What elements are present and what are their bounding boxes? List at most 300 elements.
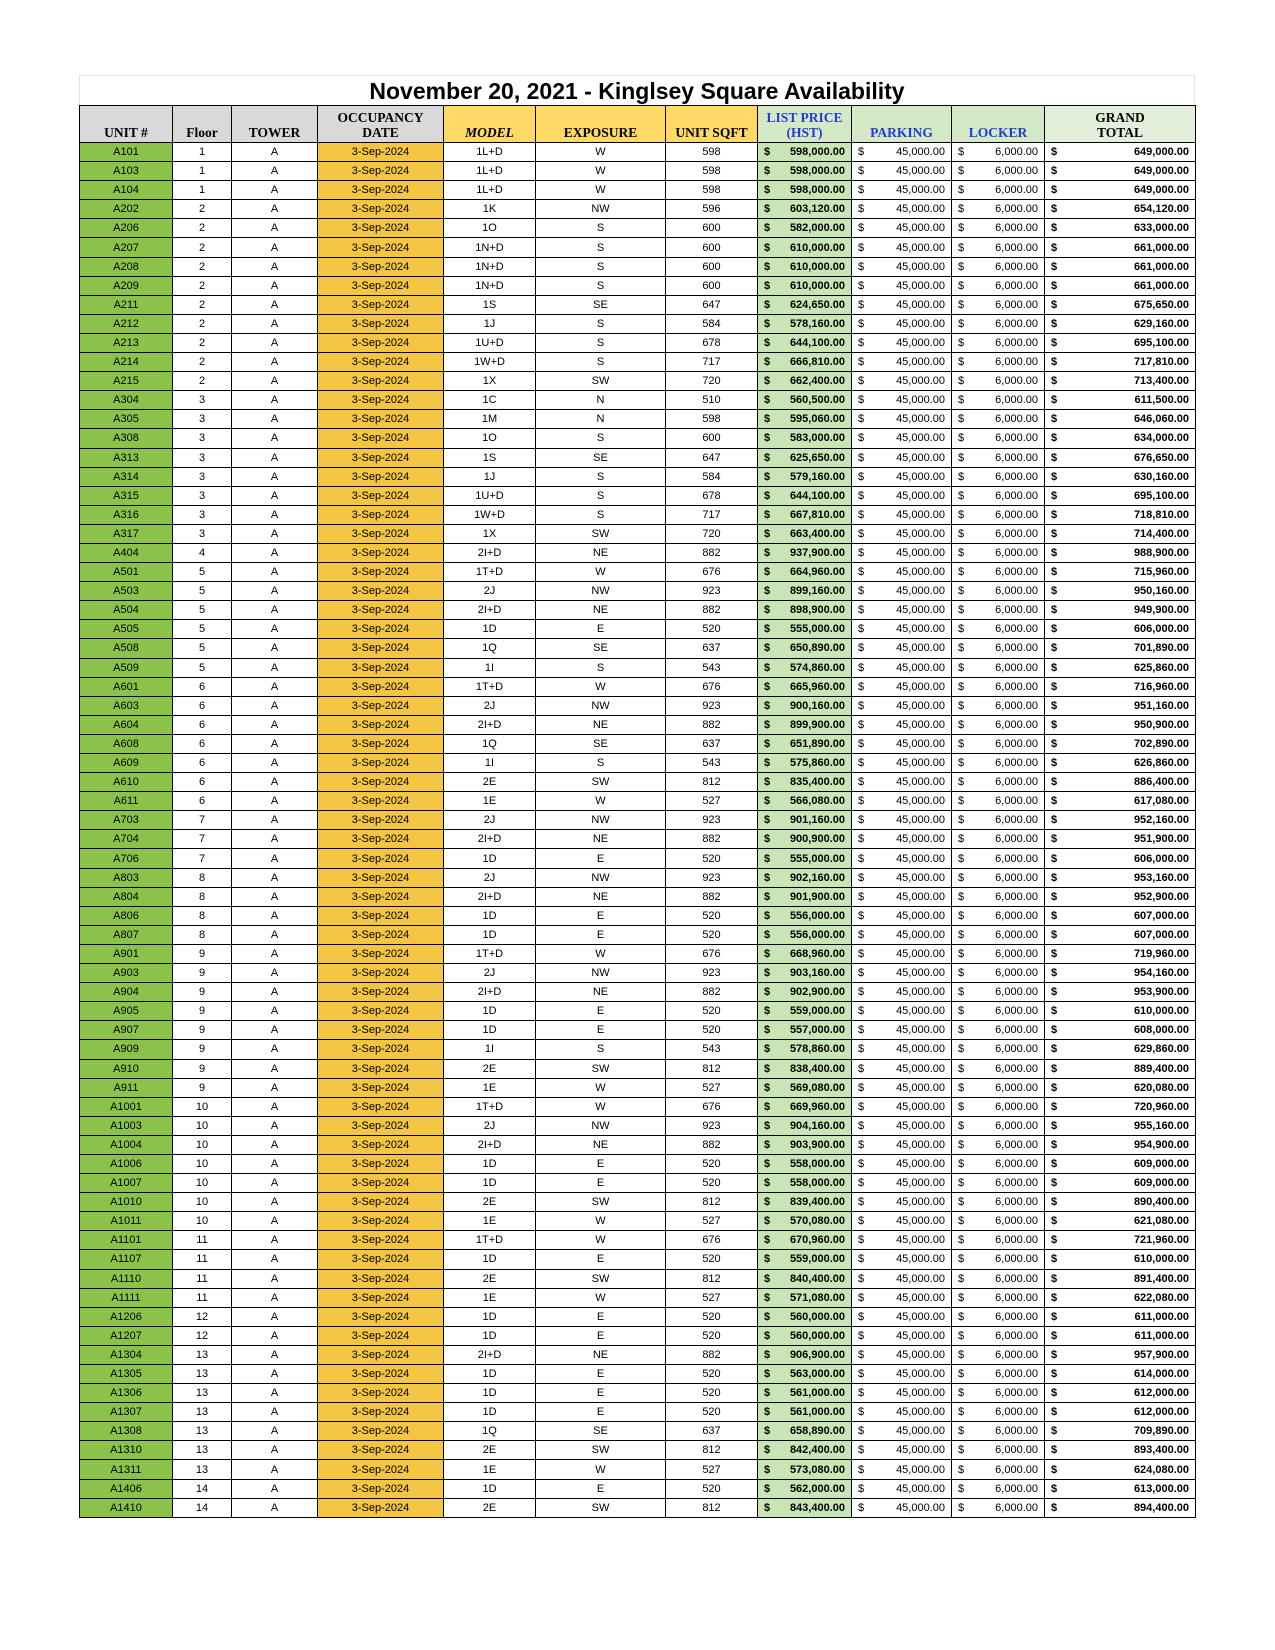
cell-model: 1D <box>444 849 536 868</box>
cell-parking-amount: 45,000.00 <box>896 1024 945 1037</box>
cell-grand-total-amount: 630,160.00 <box>1133 470 1189 483</box>
currency-symbol: $ <box>858 642 865 655</box>
cell-unit: A1306 <box>80 1384 173 1403</box>
cell-model: 1N+D <box>444 276 536 295</box>
cell-exposure: S <box>536 1040 666 1059</box>
cell-floor: 7 <box>173 811 232 830</box>
cell-floor: 1 <box>173 181 232 200</box>
cell-floor: 8 <box>173 906 232 925</box>
cell-sqft: 527 <box>666 1078 758 1097</box>
currency-symbol: $ <box>1051 413 1058 426</box>
cell-floor: 13 <box>173 1441 232 1460</box>
cell-unit: A1101 <box>80 1231 173 1250</box>
cell-exposure: S <box>536 658 666 677</box>
cell-exposure: W <box>536 1231 666 1250</box>
cell-grand-total-amount: 718,810.00 <box>1133 508 1189 521</box>
cell-unit: A703 <box>80 811 173 830</box>
cell-unit: A910 <box>80 1059 173 1078</box>
cell-locker-amount: 6,000.00 <box>995 298 1038 311</box>
cell-list-price <box>758 1498 852 1517</box>
table-row <box>80 868 1196 887</box>
currency-symbol: $ <box>958 680 965 693</box>
cell-exposure: E <box>536 1307 666 1326</box>
cell-list-price-amount: 569,080.00 <box>789 1081 845 1094</box>
currency-symbol: $ <box>1051 1177 1058 1190</box>
cell-parking <box>852 1174 952 1193</box>
currency-symbol: $ <box>858 1368 865 1381</box>
cell-parking <box>852 1193 952 1212</box>
cell-tower: A <box>232 1326 318 1345</box>
cell-occupancy: 3-Sep-2024 <box>318 1097 444 1116</box>
currency-symbol: $ <box>958 317 965 330</box>
cell-list-price <box>758 964 852 983</box>
cell-grand-total <box>1045 792 1196 811</box>
cell-occupancy: 3-Sep-2024 <box>318 582 444 601</box>
cell-locker <box>952 429 1045 448</box>
currency-symbol: $ <box>858 1215 865 1228</box>
cell-occupancy: 3-Sep-2024 <box>318 295 444 314</box>
currency-symbol: $ <box>858 1196 865 1209</box>
cell-unit: A501 <box>80 563 173 582</box>
cell-grand-total <box>1045 754 1196 773</box>
cell-tower: A <box>232 1231 318 1250</box>
cell-grand-total-amount: 629,860.00 <box>1133 1043 1189 1056</box>
cell-grand-total <box>1045 333 1196 352</box>
currency-symbol: $ <box>1051 451 1058 464</box>
cell-floor: 6 <box>173 715 232 734</box>
cell-sqft: 520 <box>666 620 758 639</box>
cell-locker <box>952 1288 1045 1307</box>
cell-grand-total-amount: 950,900.00 <box>1133 718 1189 731</box>
col-header-grand-total <box>1045 106 1196 143</box>
cell-parking-amount: 45,000.00 <box>896 1100 945 1113</box>
cell-locker-amount: 6,000.00 <box>995 1100 1038 1113</box>
cell-floor: 2 <box>173 200 232 219</box>
cell-locker <box>952 1250 1045 1269</box>
currency-symbol: $ <box>858 260 865 273</box>
cell-parking <box>852 1002 952 1021</box>
cell-model: 2J <box>444 1116 536 1135</box>
cell-sqft: 717 <box>666 353 758 372</box>
cell-exposure: S <box>536 238 666 257</box>
cell-sqft: 812 <box>666 1193 758 1212</box>
currency-symbol: $ <box>958 1081 965 1094</box>
cell-floor: 2 <box>173 257 232 276</box>
table-row <box>80 429 1196 448</box>
cell-floor: 10 <box>173 1116 232 1135</box>
cell-grand-total-amount: 957,900.00 <box>1133 1348 1189 1361</box>
cell-model: 1D <box>444 1365 536 1384</box>
currency-symbol: $ <box>1051 184 1058 197</box>
cell-exposure: NW <box>536 200 666 219</box>
cell-locker-amount: 6,000.00 <box>995 1005 1038 1018</box>
table-row <box>80 1059 1196 1078</box>
cell-parking-amount: 45,000.00 <box>896 757 945 770</box>
cell-list-price-amount: 598,000.00 <box>789 184 845 197</box>
cell-grand-total <box>1045 257 1196 276</box>
cell-parking-amount: 45,000.00 <box>896 470 945 483</box>
cell-grand-total <box>1045 162 1196 181</box>
currency-symbol: $ <box>764 1463 771 1476</box>
currency-symbol: $ <box>764 165 771 178</box>
cell-unit: A103 <box>80 162 173 181</box>
table-row <box>80 391 1196 410</box>
currency-symbol: $ <box>958 1329 965 1342</box>
table-row <box>80 372 1196 391</box>
cell-locker <box>952 162 1045 181</box>
currency-symbol: $ <box>1051 1138 1058 1151</box>
currency-symbol: $ <box>858 222 865 235</box>
cell-grand-total <box>1045 1135 1196 1154</box>
cell-list-price-amount: 559,000.00 <box>789 1005 845 1018</box>
cell-tower: A <box>232 582 318 601</box>
cell-parking <box>852 696 952 715</box>
cell-locker-amount: 6,000.00 <box>995 623 1038 636</box>
table-body <box>80 143 1196 1518</box>
cell-sqft: 520 <box>666 1250 758 1269</box>
cell-parking-amount: 45,000.00 <box>896 852 945 865</box>
cell-grand-total-amount: 886,400.00 <box>1133 776 1189 789</box>
cell-unit: A1001 <box>80 1097 173 1116</box>
cell-exposure: NE <box>536 1135 666 1154</box>
cell-floor: 9 <box>173 983 232 1002</box>
cell-list-price <box>758 563 852 582</box>
cell-occupancy: 3-Sep-2024 <box>318 1345 444 1364</box>
cell-grand-total <box>1045 181 1196 200</box>
currency-symbol: $ <box>764 470 771 483</box>
cell-unit: A1004 <box>80 1135 173 1154</box>
currency-symbol: $ <box>858 795 865 808</box>
currency-symbol: $ <box>764 1406 771 1419</box>
cell-sqft: 678 <box>666 333 758 352</box>
table-row <box>80 1135 1196 1154</box>
cell-locker <box>952 181 1045 200</box>
cell-parking-amount: 45,000.00 <box>896 279 945 292</box>
cell-sqft: 882 <box>666 715 758 734</box>
cell-floor: 9 <box>173 1002 232 1021</box>
currency-symbol: $ <box>764 718 771 731</box>
currency-symbol: $ <box>958 336 965 349</box>
cell-locker <box>952 353 1045 372</box>
cell-list-price <box>758 887 852 906</box>
cell-list-price <box>758 849 852 868</box>
cell-model: 1N+D <box>444 238 536 257</box>
cell-exposure: W <box>536 563 666 582</box>
cell-exposure: SW <box>536 524 666 543</box>
cell-locker <box>952 868 1045 887</box>
cell-grand-total-amount: 624,080.00 <box>1133 1463 1189 1476</box>
cell-parking-amount: 45,000.00 <box>896 795 945 808</box>
table-row <box>80 257 1196 276</box>
cell-exposure: NW <box>536 868 666 887</box>
currency-symbol: $ <box>858 279 865 292</box>
col-header-occupancy <box>318 106 444 143</box>
cell-tower: A <box>232 200 318 219</box>
cell-floor: 2 <box>173 372 232 391</box>
cell-tower: A <box>232 238 318 257</box>
cell-model: 1T+D <box>444 677 536 696</box>
cell-unit: A206 <box>80 219 173 238</box>
cell-occupancy: 3-Sep-2024 <box>318 1250 444 1269</box>
cell-unit: A214 <box>80 353 173 372</box>
cell-exposure: W <box>536 677 666 696</box>
cell-sqft: 676 <box>666 1231 758 1250</box>
currency-symbol: $ <box>764 604 771 617</box>
cell-model: 2I+D <box>444 1135 536 1154</box>
cell-list-price <box>758 1441 852 1460</box>
cell-tower: A <box>232 1250 318 1269</box>
cell-occupancy: 3-Sep-2024 <box>318 601 444 620</box>
cell-list-price-amount: 560,000.00 <box>789 1329 845 1342</box>
currency-symbol: $ <box>1051 1100 1058 1113</box>
cell-list-price <box>758 1135 852 1154</box>
cell-locker <box>952 964 1045 983</box>
cell-model: 2E <box>444 1269 536 1288</box>
currency-symbol: $ <box>958 757 965 770</box>
currency-symbol: $ <box>958 1482 965 1495</box>
cell-exposure: S <box>536 754 666 773</box>
cell-parking <box>852 314 952 333</box>
currency-symbol: $ <box>958 1100 965 1113</box>
cell-locker-amount: 6,000.00 <box>995 833 1038 846</box>
currency-symbol: $ <box>958 737 965 750</box>
currency-symbol: $ <box>858 1005 865 1018</box>
cell-list-price-amount: 663,400.00 <box>789 527 845 540</box>
currency-symbol: $ <box>764 1234 771 1247</box>
cell-list-price <box>758 276 852 295</box>
cell-grand-total-amount: 621,080.00 <box>1133 1215 1189 1228</box>
cell-locker <box>952 1212 1045 1231</box>
cell-list-price <box>758 1116 852 1135</box>
cell-occupancy: 3-Sep-2024 <box>318 868 444 887</box>
cell-floor: 3 <box>173 486 232 505</box>
cell-list-price-amount: 583,000.00 <box>789 432 845 445</box>
currency-symbol: $ <box>1051 165 1058 178</box>
cell-parking <box>852 1307 952 1326</box>
cell-unit: A907 <box>80 1021 173 1040</box>
currency-symbol: $ <box>958 375 965 388</box>
currency-symbol: $ <box>764 623 771 636</box>
currency-symbol: $ <box>1051 947 1058 960</box>
cell-exposure: SW <box>536 1269 666 1288</box>
cell-grand-total <box>1045 143 1196 162</box>
cell-occupancy: 3-Sep-2024 <box>318 200 444 219</box>
cell-unit: A803 <box>80 868 173 887</box>
cell-parking <box>852 162 952 181</box>
cell-parking <box>852 1345 952 1364</box>
currency-symbol: $ <box>764 642 771 655</box>
cell-parking <box>852 563 952 582</box>
cell-grand-total <box>1045 677 1196 696</box>
col-header-grand-total-line1: GRAND <box>1095 110 1145 125</box>
cell-parking-amount: 45,000.00 <box>896 1043 945 1056</box>
cell-grand-total-amount: 716,960.00 <box>1133 680 1189 693</box>
cell-locker <box>952 391 1045 410</box>
cell-model: 2I+D <box>444 715 536 734</box>
cell-model: 1Q <box>444 1422 536 1441</box>
currency-symbol: $ <box>764 795 771 808</box>
currency-symbol: $ <box>1051 1119 1058 1132</box>
currency-symbol: $ <box>858 165 865 178</box>
cell-list-price-amount: 561,000.00 <box>789 1387 845 1400</box>
cell-locker <box>952 830 1045 849</box>
cell-grand-total <box>1045 582 1196 601</box>
cell-list-price <box>758 734 852 753</box>
currency-symbol: $ <box>764 1024 771 1037</box>
cell-locker <box>952 1422 1045 1441</box>
cell-list-price-amount: 667,810.00 <box>789 508 845 521</box>
cell-occupancy: 3-Sep-2024 <box>318 677 444 696</box>
table-row <box>80 1345 1196 1364</box>
currency-symbol: $ <box>858 1234 865 1247</box>
cell-model: 1D <box>444 1479 536 1498</box>
cell-occupancy: 3-Sep-2024 <box>318 983 444 1002</box>
currency-symbol: $ <box>958 1177 965 1190</box>
currency-symbol: $ <box>1051 1196 1058 1209</box>
cell-parking <box>852 448 952 467</box>
cell-model: 1W+D <box>444 353 536 372</box>
cell-grand-total <box>1045 410 1196 429</box>
cell-list-price <box>758 143 852 162</box>
cell-unit: A404 <box>80 543 173 562</box>
cell-tower: A <box>232 1097 318 1116</box>
cell-grand-total-amount: 611,000.00 <box>1134 1329 1189 1342</box>
cell-unit: A101 <box>80 143 173 162</box>
cell-parking <box>852 353 952 372</box>
cell-grand-total-amount: 622,080.00 <box>1133 1291 1189 1304</box>
cell-locker <box>952 238 1045 257</box>
cell-locker-amount: 6,000.00 <box>995 871 1038 884</box>
cell-floor: 2 <box>173 295 232 314</box>
table-row <box>80 333 1196 352</box>
currency-symbol: $ <box>858 833 865 846</box>
cell-exposure: NW <box>536 1116 666 1135</box>
currency-symbol: $ <box>1051 260 1058 273</box>
cell-locker-amount: 6,000.00 <box>995 1081 1038 1094</box>
cell-model: 1J <box>444 467 536 486</box>
cell-list-price-amount: 610,000.00 <box>789 260 845 273</box>
cell-list-price-amount: 566,080.00 <box>789 795 845 808</box>
currency-symbol: $ <box>858 547 865 560</box>
currency-symbol: $ <box>958 1062 965 1075</box>
cell-grand-total-amount: 617,080.00 <box>1133 795 1189 808</box>
currency-symbol: $ <box>764 776 771 789</box>
cell-locker <box>952 773 1045 792</box>
cell-occupancy: 3-Sep-2024 <box>318 1059 444 1078</box>
cell-locker-amount: 6,000.00 <box>995 795 1038 808</box>
cell-floor: 13 <box>173 1365 232 1384</box>
cell-list-price-amount: 664,960.00 <box>789 566 845 579</box>
cell-parking-amount: 45,000.00 <box>896 1291 945 1304</box>
table-row <box>80 620 1196 639</box>
currency-symbol: $ <box>858 356 865 369</box>
cell-tower: A <box>232 448 318 467</box>
cell-grand-total <box>1045 620 1196 639</box>
cell-model: 1D <box>444 620 536 639</box>
cell-locker-amount: 6,000.00 <box>995 394 1038 407</box>
cell-list-price-amount: 650,890.00 <box>789 642 845 655</box>
cell-floor: 1 <box>173 143 232 162</box>
currency-symbol: $ <box>858 1272 865 1285</box>
cell-sqft: 543 <box>666 658 758 677</box>
cell-grand-total-amount: 609,000.00 <box>1133 1158 1189 1171</box>
col-header-parking: PARKING <box>852 106 952 143</box>
cell-grand-total <box>1045 1326 1196 1345</box>
cell-sqft: 637 <box>666 639 758 658</box>
cell-tower: A <box>232 1460 318 1479</box>
cell-model: 1D <box>444 1154 536 1173</box>
currency-symbol: $ <box>764 260 771 273</box>
cell-parking <box>852 1422 952 1441</box>
cell-locker-amount: 6,000.00 <box>995 1329 1038 1342</box>
cell-list-price <box>758 372 852 391</box>
cell-grand-total <box>1045 276 1196 295</box>
cell-parking <box>852 524 952 543</box>
cell-grand-total <box>1045 964 1196 983</box>
cell-locker-amount: 6,000.00 <box>995 1253 1038 1266</box>
currency-symbol: $ <box>958 1406 965 1419</box>
cell-list-price-amount: 900,160.00 <box>789 699 845 712</box>
cell-sqft: 598 <box>666 181 758 200</box>
cell-occupancy: 3-Sep-2024 <box>318 1269 444 1288</box>
cell-floor: 13 <box>173 1422 232 1441</box>
cell-parking <box>852 257 952 276</box>
currency-symbol: $ <box>1051 1444 1058 1457</box>
availability-sheet <box>79 75 1195 1518</box>
cell-grand-total <box>1045 849 1196 868</box>
currency-symbol: $ <box>764 890 771 903</box>
cell-model: 1L+D <box>444 181 536 200</box>
cell-unit: A901 <box>80 944 173 963</box>
table-row <box>80 1078 1196 1097</box>
currency-symbol: $ <box>958 986 965 999</box>
cell-grand-total-amount: 719,960.00 <box>1133 947 1189 960</box>
currency-symbol: $ <box>1051 241 1058 254</box>
cell-sqft: 676 <box>666 677 758 696</box>
cell-parking-amount: 45,000.00 <box>896 604 945 617</box>
cell-list-price <box>758 1250 852 1269</box>
cell-parking <box>852 582 952 601</box>
cell-grand-total-amount: 715,960.00 <box>1133 566 1189 579</box>
table-row <box>80 238 1196 257</box>
cell-locker <box>952 333 1045 352</box>
cell-tower: A <box>232 1116 318 1135</box>
cell-sqft: 600 <box>666 257 758 276</box>
table-row <box>80 1365 1196 1384</box>
cell-grand-total <box>1045 1097 1196 1116</box>
cell-locker <box>952 601 1045 620</box>
currency-symbol: $ <box>764 1196 771 1209</box>
cell-locker-amount: 6,000.00 <box>995 508 1038 521</box>
cell-parking-amount: 45,000.00 <box>896 718 945 731</box>
cell-tower: A <box>232 887 318 906</box>
cell-sqft: 637 <box>666 734 758 753</box>
cell-list-price <box>758 1002 852 1021</box>
cell-locker <box>952 314 1045 333</box>
cell-locker-amount: 6,000.00 <box>995 890 1038 903</box>
cell-model: 1U+D <box>444 333 536 352</box>
cell-floor: 5 <box>173 582 232 601</box>
cell-grand-total <box>1045 1193 1196 1212</box>
cell-tower: A <box>232 276 318 295</box>
cell-list-price-amount: 561,000.00 <box>789 1406 845 1419</box>
cell-tower: A <box>232 944 318 963</box>
cell-grand-total-amount: 613,000.00 <box>1133 1482 1189 1495</box>
cell-list-price <box>758 314 852 333</box>
cell-list-price-amount: 666,810.00 <box>789 356 845 369</box>
cell-grand-total-amount: 614,000.00 <box>1133 1368 1189 1381</box>
cell-tower: A <box>232 1498 318 1517</box>
